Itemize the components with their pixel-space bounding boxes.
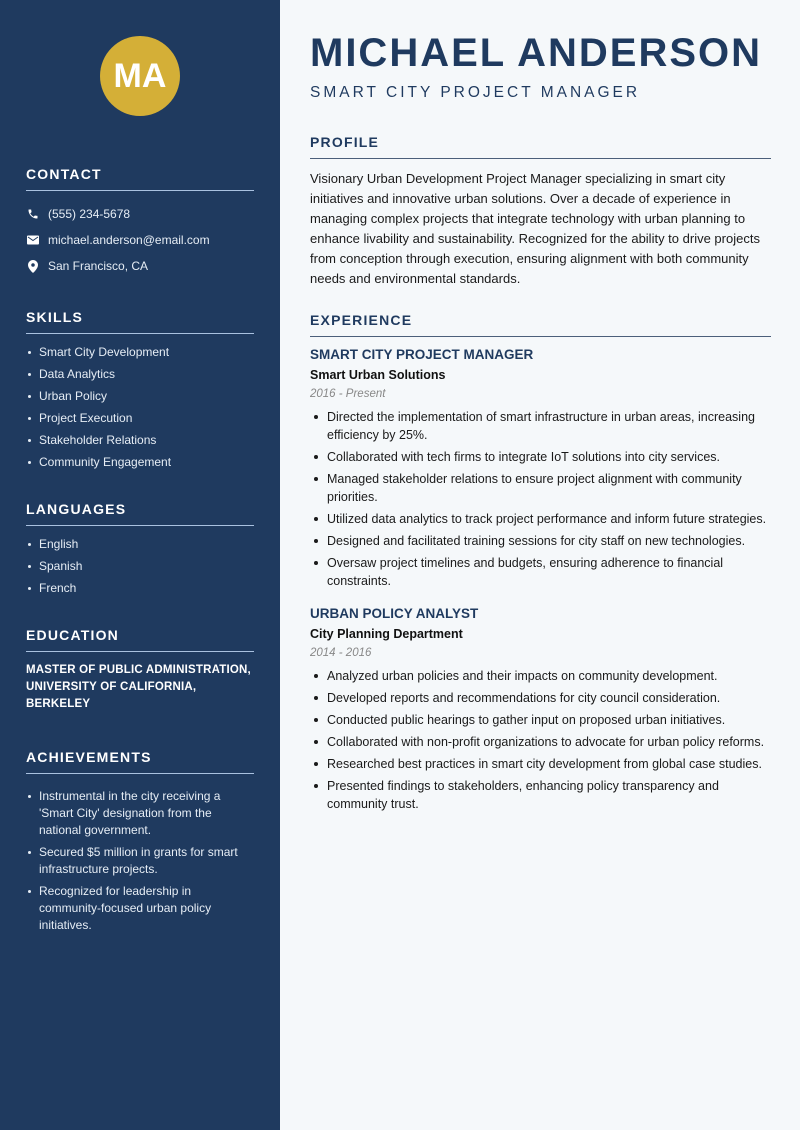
- job-bullet: Designed and facilitated training sessions for city staff on new technologies.: [310, 532, 771, 550]
- job-entry: [310, 347, 771, 590]
- job-bullet: Oversaw project timelines and budgets, ensuring adherence to financial constraints.: [310, 554, 771, 590]
- avatar: [100, 36, 180, 116]
- job-role: URBAN POLICY ANALYST: [310, 606, 479, 621]
- email-icon: [26, 233, 40, 247]
- skill-item: Urban Policy: [26, 388, 254, 405]
- education-section: [26, 627, 254, 713]
- profile-text: Visionary Urban Development Project Manager specializing in smart city initiatives and innovative urban solutions. Over a decade of experience in managing complex projects that integrate technology with urban planning to enhance livability and sustainability. Recognized for the ability to drive projects from conception through execution, ensuring alignment with both community needs and environmental standards.: [310, 171, 760, 286]
- contact-heading: CONTACT: [26, 166, 254, 191]
- skills-section: [26, 309, 254, 471]
- job-bullets: [310, 667, 771, 813]
- job-bullet: Conducted public hearings to gather input on proposed urban initiatives.: [310, 711, 771, 729]
- achievement-item: Recognized for leadership in community-focused urban policy initiatives.: [26, 883, 254, 934]
- job-bullet: Presented findings to stakeholders, enhancing policy transparency and community trust.: [310, 777, 771, 813]
- achievements-list: [26, 788, 254, 934]
- profile-heading: PROFILE: [310, 134, 771, 159]
- profile-section: [310, 134, 771, 289]
- contact-email[interactable]: [26, 227, 254, 253]
- job-role: SMART CITY PROJECT MANAGER: [310, 347, 534, 362]
- job-dates: 2014 - 2016: [310, 647, 372, 659]
- location-pin-icon: [26, 259, 40, 273]
- language-item: Spanish: [26, 558, 254, 575]
- job-bullet: Developed reports and recommendations for city council consideration.: [310, 689, 771, 707]
- languages-heading: LANGUAGES: [26, 501, 254, 526]
- job-bullet: Collaborated with tech firms to integrate IoT solutions into city services.: [310, 448, 771, 466]
- achievement-item: Instrumental in the city receiving a 'Smart City' designation from the national government.: [26, 788, 254, 839]
- main-content: [280, 0, 800, 1130]
- experience-section: [310, 312, 771, 813]
- contact-location: [26, 253, 254, 279]
- language-item: French: [26, 580, 254, 597]
- skill-item: Community Engagement: [26, 454, 254, 471]
- achievements-section: [26, 749, 254, 934]
- achievements-heading: ACHIEVEMENTS: [26, 749, 254, 774]
- education-degree: MASTER OF PUBLIC ADMINISTRATION, UNIVERSITY OF CALIFORNIA, BERKELEY: [26, 664, 251, 710]
- languages-list: [26, 536, 254, 597]
- skill-item: Stakeholder Relations: [26, 432, 254, 449]
- skill-item: Data Analytics: [26, 366, 254, 383]
- phone-icon: [26, 207, 40, 221]
- sidebar: [0, 0, 280, 1130]
- avatar-initials: MA: [113, 56, 167, 95]
- job-company: Smart Urban Solutions: [310, 368, 446, 382]
- languages-section: [26, 501, 254, 597]
- contact-section: [26, 166, 254, 279]
- job-bullets: [310, 408, 771, 590]
- skill-item: Smart City Development: [26, 344, 254, 361]
- job-bullet: Researched best practices in smart city development from global case studies.: [310, 755, 771, 773]
- language-item: English: [26, 536, 254, 553]
- job-bullet: Utilized data analytics to track project performance and inform future strategies.: [310, 510, 771, 528]
- job-bullet: Directed the implementation of smart infrastructure in urban areas, increasing efficiency by 25%.: [310, 408, 771, 444]
- candidate-title: SMART CITY PROJECT MANAGER: [310, 84, 641, 101]
- email-text: michael.anderson@email.com: [48, 233, 210, 247]
- location-text: San Francisco, CA: [48, 259, 149, 273]
- skills-heading: SKILLS: [26, 309, 254, 334]
- phone-text: (555) 234-5678: [48, 207, 131, 221]
- candidate-name: MICHAEL ANDERSON: [310, 31, 763, 75]
- education-heading: EDUCATION: [26, 627, 254, 652]
- skill-item: Project Execution: [26, 410, 254, 427]
- experience-heading: EXPERIENCE: [310, 312, 771, 337]
- skills-list: [26, 344, 254, 471]
- job-dates: 2016 - Present: [310, 388, 386, 400]
- job-bullet: Managed stakeholder relations to ensure project alignment with community priorities.: [310, 470, 771, 506]
- achievement-item: Secured $5 million in grants for smart infrastructure projects.: [26, 844, 254, 878]
- job-company: City Planning Department: [310, 627, 463, 641]
- job-entry: [310, 606, 771, 813]
- contact-phone[interactable]: [26, 201, 254, 227]
- job-bullet: Analyzed urban policies and their impacts on community development.: [310, 667, 771, 685]
- job-bullet: Collaborated with non-profit organizations to advocate for urban policy reforms.: [310, 733, 771, 751]
